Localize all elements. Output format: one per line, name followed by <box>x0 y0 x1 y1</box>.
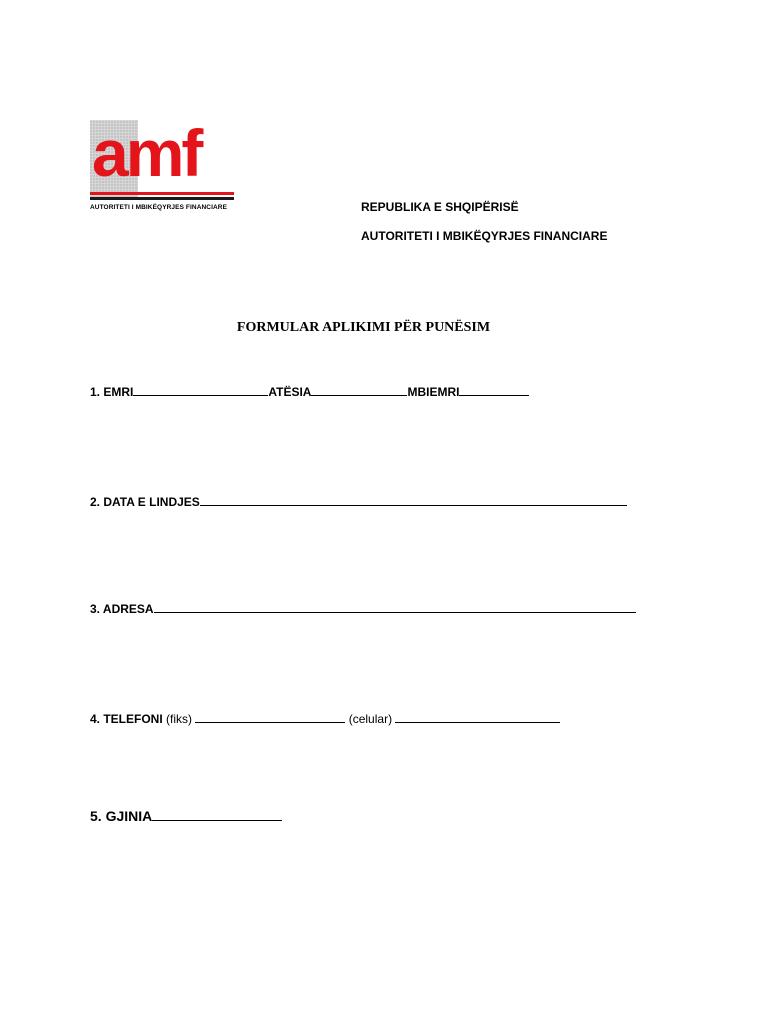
input-fiks[interactable] <box>195 711 345 723</box>
svg-text:amf: amf <box>92 118 201 190</box>
label-telefoni: 4. TELEFONI <box>90 712 163 726</box>
input-adresa[interactable] <box>154 601 636 613</box>
field-gender-row <box>90 808 282 824</box>
label-fiks: (fiks) <box>166 712 193 726</box>
header-authority: AUTORITETI I MBIKËQYRJES FINANCIARE <box>361 229 608 243</box>
field-address-row <box>90 601 636 616</box>
label-emri: 1. EMRI <box>90 385 134 399</box>
input-mbiemri[interactable] <box>459 384 529 396</box>
label-mbiemri: MBIEMRI <box>407 385 460 399</box>
input-celular[interactable] <box>395 711 560 723</box>
field-name-row <box>90 384 529 399</box>
label-data-e-lindjes: 2. DATA E LINDJES <box>90 495 200 509</box>
input-data-e-lindjes[interactable] <box>200 494 627 506</box>
label-adresa: 3. ADRESA <box>90 602 154 616</box>
logo-caption: AUTORITETI I MBIKËQYRJES FINANCIARE <box>90 204 228 211</box>
label-celular: (celular) <box>348 712 393 726</box>
field-birthdate-row <box>90 494 627 509</box>
input-emri[interactable] <box>133 384 268 396</box>
amf-logo-graphic <box>90 118 234 204</box>
header-republic: REPUBLIKA E SHQIPËRISË <box>361 200 519 214</box>
label-gjinia: 5. GJINIA <box>90 808 153 824</box>
form-title: FORMULAR APLIKIMI PËR PUNËSIM <box>236 320 491 335</box>
amf-logo <box>90 118 234 214</box>
label-atesia: ATËSIA <box>268 385 312 399</box>
input-gjinia[interactable] <box>152 808 282 821</box>
input-atesia[interactable] <box>311 384 407 396</box>
field-phone-row <box>90 711 560 726</box>
